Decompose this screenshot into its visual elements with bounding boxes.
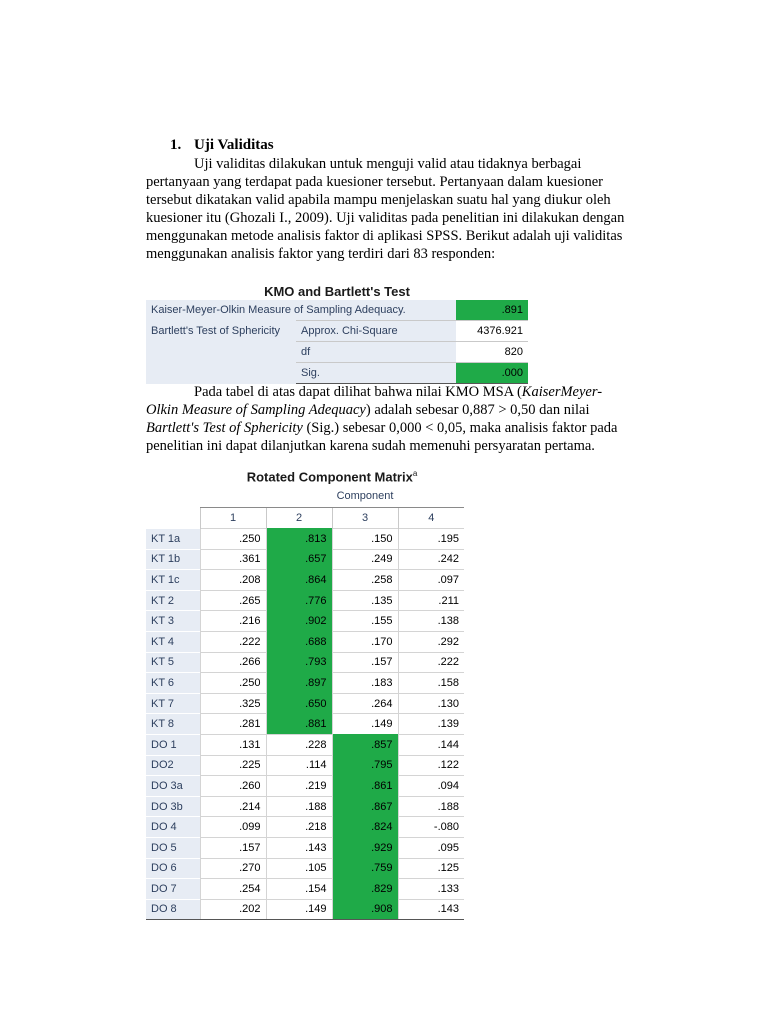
- explanation-text: Pada tabel di atas dapat dilihat bahwa nilai KMO MSA (: [194, 384, 522, 400]
- rcm-cell: .249: [332, 549, 398, 570]
- section-title: Uji Validitas: [194, 137, 274, 153]
- table-row: [146, 529, 464, 550]
- rcm-cell: .254: [200, 879, 266, 900]
- rcm-cell: .130: [398, 693, 464, 714]
- explanation-line: [146, 419, 666, 437]
- intro-line: menggunakan metode analisis faktor di aplikasi SPSS. Berikut adalah uji validitas: [146, 228, 623, 244]
- table-row: [146, 693, 464, 714]
- rcm-cell: .325: [200, 693, 266, 714]
- rcm-title-footnote-marker: a: [412, 469, 418, 478]
- rcm-cell: .657: [266, 549, 332, 570]
- rcm-cell: .824: [332, 817, 398, 838]
- rcm-row-label: DO 5: [146, 837, 200, 858]
- rcm-row-label: DO2: [146, 755, 200, 776]
- rcm-row-label: DO 3b: [146, 796, 200, 817]
- rcm-cell: .270: [200, 858, 266, 879]
- table-row: [146, 837, 464, 858]
- kmo-chi-value: 4376.921: [456, 321, 528, 342]
- rcm-cell: .094: [398, 776, 464, 797]
- rcm-cell: .265: [200, 590, 266, 611]
- table-row: [146, 879, 464, 900]
- rcm-cell: .202: [200, 899, 266, 920]
- table-row: [146, 899, 464, 920]
- rcm-cell: .929: [332, 837, 398, 858]
- rcm-column-header: 3: [332, 508, 398, 529]
- rcm-cell: .139: [398, 714, 464, 735]
- rcm-cell: .908: [332, 899, 398, 920]
- rcm-cell: .133: [398, 879, 464, 900]
- rcm-cell: .793: [266, 652, 332, 673]
- rcm-cell: .122: [398, 755, 464, 776]
- rcm-cell: .829: [332, 879, 398, 900]
- rcm-cell: .688: [266, 631, 332, 652]
- intro-line: tersebut dikatakan valid apabila mampu menjelaskan suatu hal yang diukur oleh: [146, 192, 611, 208]
- explanation-line: [146, 401, 666, 419]
- rcm-cell: .144: [398, 734, 464, 755]
- rcm-cell: .125: [398, 858, 464, 879]
- rcm-row-label: DO 4: [146, 817, 200, 838]
- rcm-row-label: KT 5: [146, 652, 200, 673]
- rcm-cell: .216: [200, 611, 266, 632]
- rcm-cell: .214: [200, 796, 266, 817]
- kmo-chi-row: [146, 321, 528, 342]
- intro-line: menggunakan analisis faktor yang terdiri dari 83 responden:: [146, 246, 496, 262]
- rcm-cell: .138: [398, 611, 464, 632]
- rcm-column-header: 1: [200, 508, 266, 529]
- section-number: 1.: [170, 137, 182, 153]
- rcm-cell: .155: [332, 611, 398, 632]
- rcm-cell: .292: [398, 631, 464, 652]
- table-row: [146, 796, 464, 817]
- rcm-cell: .813: [266, 529, 332, 550]
- rcm-row-label: KT 4: [146, 631, 200, 652]
- rcm-cell: .143: [398, 899, 464, 920]
- rcm-row-label: KT 2: [146, 590, 200, 611]
- rcm-cell: .264: [332, 693, 398, 714]
- kmo-chi-label: Approx. Chi-Square: [296, 321, 456, 342]
- table-row: [146, 652, 464, 673]
- table-row: [146, 714, 464, 735]
- rcm-title-text: Rotated Component Matrix: [246, 469, 413, 485]
- rcm-cell: .131: [200, 734, 266, 755]
- rcm-cell: .218: [266, 817, 332, 838]
- rcm-cell: .361: [200, 549, 266, 570]
- kmo-bartlett-label: Bartlett's Test of Sphericity: [146, 321, 296, 384]
- rcm-cell: .881: [266, 714, 332, 735]
- rcm-cell: .211: [398, 590, 464, 611]
- explanation-line: penelitian ini dapat dilanjutkan karena sudah memenuhi persyaratan pertama.: [146, 438, 595, 454]
- rcm-row-label: KT 6: [146, 673, 200, 694]
- rcm-cell: .897: [266, 673, 332, 694]
- table-row: [146, 755, 464, 776]
- table-row: [146, 570, 464, 591]
- rcm-cell: .867: [332, 796, 398, 817]
- rcm-row-label: KT 1a: [146, 529, 200, 550]
- explanation-text: (Sig.) sebesar 0,000 < 0,05, maka analisis faktor pada: [302, 420, 618, 436]
- rcm-table-title: [146, 469, 518, 484]
- rcm-cell: .170: [332, 631, 398, 652]
- kmo-msa-row: [146, 300, 528, 321]
- intro-line: pertanyaan yang terdapat pada kuesioner tersebut. Pertanyaan dalam kuesioner: [146, 174, 603, 190]
- rcm-cell: .242: [398, 549, 464, 570]
- rcm-cell: .650: [266, 693, 332, 714]
- rcm-cell: .258: [332, 570, 398, 591]
- rcm-cell: .250: [200, 529, 266, 550]
- kmo-explanation: [146, 383, 666, 455]
- explanation-italic: Olkin Measure of Sampling Adequacy: [146, 402, 366, 418]
- explanation-text: ) adalah sebesar 0,887 > 0,50 dan nilai: [365, 402, 590, 418]
- intro-line: Uji validitas dilakukan untuk menguji valid atau tidaknya berbagai: [194, 156, 582, 172]
- rcm-cell: .105: [266, 858, 332, 879]
- rcm-cell: .157: [200, 837, 266, 858]
- explanation-italic: KaiserMeyer-: [521, 384, 603, 400]
- rcm-cell: .902: [266, 611, 332, 632]
- table-row: [146, 611, 464, 632]
- kmo-msa-value: .891: [456, 300, 528, 321]
- rcm-cell: .157: [332, 652, 398, 673]
- kmo-table-title: KMO and Bartlett's Test: [264, 284, 410, 299]
- rcm-cell: .266: [200, 652, 266, 673]
- rcm-header-row: [146, 508, 464, 529]
- rcm-cell: .135: [332, 590, 398, 611]
- rcm-row-label: DO 7: [146, 879, 200, 900]
- rcm-cell: .195: [398, 529, 464, 550]
- table-row: [146, 858, 464, 879]
- table-row: [146, 817, 464, 838]
- kmo-df-value: 820: [456, 342, 528, 363]
- section-heading: [170, 137, 274, 154]
- rcm-cell: .222: [398, 652, 464, 673]
- rcm-row-label: DO 3a: [146, 776, 200, 797]
- rcm-corner-cell: [146, 508, 200, 529]
- rcm-row-label: KT 1b: [146, 549, 200, 570]
- rcm-row-label: DO 1: [146, 734, 200, 755]
- rcm-row-label: DO 8: [146, 899, 200, 920]
- explanation-italic: Bartlett's Test of Sphericity: [146, 420, 303, 436]
- intro-paragraph: [146, 155, 666, 263]
- rcm-cell: .228: [266, 734, 332, 755]
- rcm-row-label: KT 1c: [146, 570, 200, 591]
- table-row: [146, 673, 464, 694]
- rcm-cell: .188: [266, 796, 332, 817]
- explanation-line: [146, 383, 666, 401]
- kmo-table: [146, 300, 528, 384]
- rcm-cell: .099: [200, 817, 266, 838]
- rcm-cell: -.080: [398, 817, 464, 838]
- rcm-row-label: KT 8: [146, 714, 200, 735]
- rcm-cell: .281: [200, 714, 266, 735]
- rcm-column-header: 4: [398, 508, 464, 529]
- kmo-df-label: df: [296, 342, 456, 363]
- rcm-cell: .149: [332, 714, 398, 735]
- rcm-row-label: KT 3: [146, 611, 200, 632]
- rcm-cell: .795: [332, 755, 398, 776]
- rcm-column-header: 2: [266, 508, 332, 529]
- rcm-cell: .864: [266, 570, 332, 591]
- rcm-cell: .114: [266, 755, 332, 776]
- rcm-cell: .260: [200, 776, 266, 797]
- rcm-cell: .150: [332, 529, 398, 550]
- rcm-cell: .158: [398, 673, 464, 694]
- rcm-cell: .250: [200, 673, 266, 694]
- intro-line: kuesioner itu (Ghozali I., 2009). Uji validitas pada penelitian ini dilakukan dengan: [146, 210, 625, 226]
- rcm-row-label: KT 7: [146, 693, 200, 714]
- rcm-cell: .225: [200, 755, 266, 776]
- rcm-cell: .143: [266, 837, 332, 858]
- rcm-cell: .222: [200, 631, 266, 652]
- table-row: [146, 590, 464, 611]
- rcm-cell: .097: [398, 570, 464, 591]
- rcm-body: [146, 529, 464, 920]
- rcm-cell: .861: [332, 776, 398, 797]
- rcm-cell: .149: [266, 899, 332, 920]
- kmo-sig-value: .000: [456, 363, 528, 384]
- rcm-cell: .095: [398, 837, 464, 858]
- table-row: [146, 734, 464, 755]
- rcm-cell: .857: [332, 734, 398, 755]
- kmo-msa-label: Kaiser-Meyer-Olkin Measure of Sampling Adequacy.: [146, 300, 456, 321]
- rcm-cell: .154: [266, 879, 332, 900]
- rcm-cell: .776: [266, 590, 332, 611]
- table-row: [146, 776, 464, 797]
- table-row: [146, 549, 464, 570]
- rcm-cell: .208: [200, 570, 266, 591]
- table-row: [146, 631, 464, 652]
- rcm-cell: .219: [266, 776, 332, 797]
- rotated-component-matrix: [146, 507, 464, 920]
- rcm-cell: .188: [398, 796, 464, 817]
- rcm-cell: .759: [332, 858, 398, 879]
- kmo-sig-label: Sig.: [296, 363, 456, 384]
- rcm-row-label: DO 6: [146, 858, 200, 879]
- rcm-component-label: Component: [336, 490, 394, 502]
- rcm-cell: .183: [332, 673, 398, 694]
